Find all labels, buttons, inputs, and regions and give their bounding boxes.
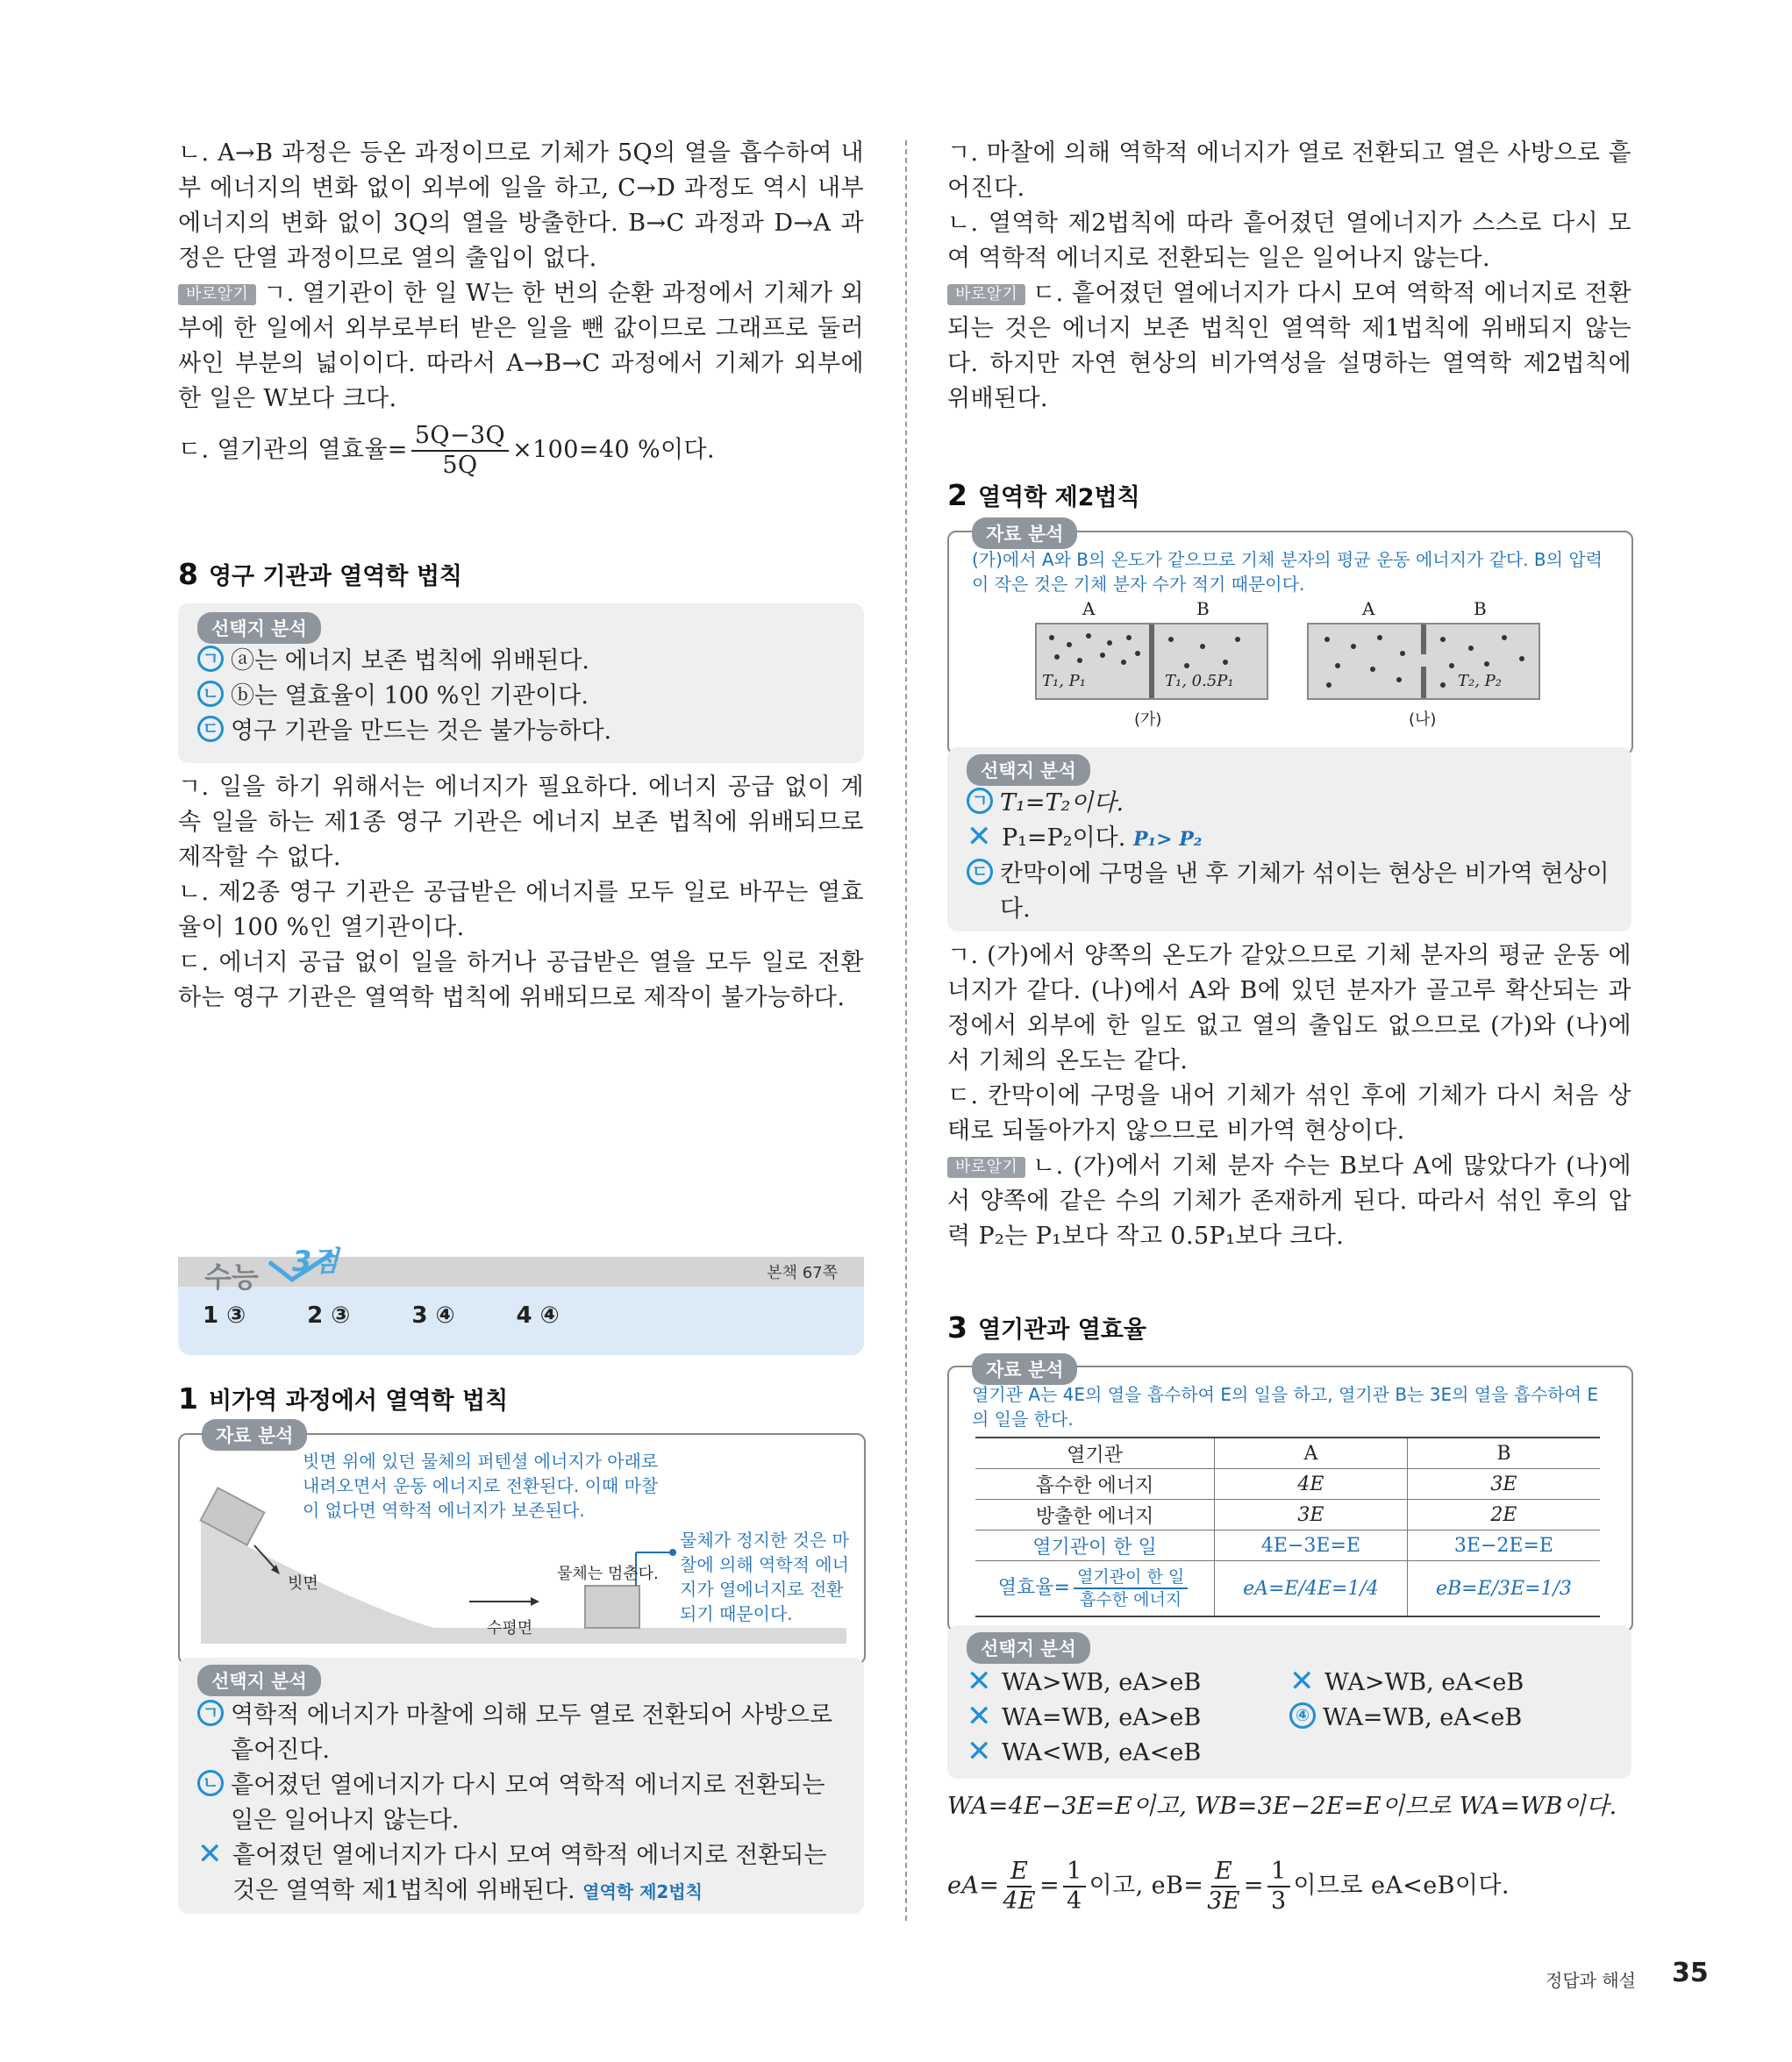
- q2-explanation: [947, 938, 1631, 1254]
- eff-num: 5Q−3Q: [411, 422, 509, 452]
- ga-right-label: T₁, 0.5P₁: [1165, 672, 1234, 690]
- option-text: ⓐ는 에너지 보존 법칙에 위배된다.: [231, 647, 589, 674]
- table-cell: 흡수한 에너지: [975, 1469, 1215, 1500]
- table-cell: 방출한 에너지: [975, 1500, 1215, 1530]
- fig-caption-ga: (가): [1134, 710, 1162, 729]
- eff-prefix: ㄷ. 열기관의 열효율=: [178, 436, 408, 464]
- correction-badge: 바로알기: [178, 284, 256, 305]
- eff-suffix: ×100=40 %이다.: [512, 436, 715, 464]
- q3-option: [967, 1736, 1201, 1771]
- q8-option: [197, 714, 845, 749]
- option-text: WA<WB, eA<eB: [1002, 1739, 1202, 1766]
- x-mark-icon: ✕: [197, 1837, 223, 1872]
- q1-title-text: 비가역 과정에서 열역학 법칙: [208, 1388, 509, 1415]
- x-mark-icon: ✕: [967, 1664, 992, 1699]
- fig-caption-na: (나): [1409, 710, 1437, 729]
- x-mark-icon: ✕: [967, 1734, 992, 1769]
- ga-left-label: T₁, P₁: [1042, 672, 1086, 690]
- q1-number: 1: [178, 1381, 198, 1416]
- table-cell: B: [1407, 1438, 1600, 1469]
- q8-title-text: 영구 기관과 열역학 법칙: [208, 563, 462, 590]
- fig-na-label-a: A: [1362, 598, 1375, 619]
- fig-na-label-b: B: [1474, 598, 1487, 619]
- fig-ga-label-a: A: [1082, 598, 1096, 619]
- option-mark: ㄷ: [967, 859, 993, 885]
- table-cell: 3E: [1407, 1469, 1600, 1500]
- right-paragraph: ㄴ. 열역학 제2법칙에 따라 흩어졌던 열에너지가 스스로 다시 모여 역학적 에너지로 전환되는 일은 일어나지 않는다.: [947, 210, 1631, 272]
- answer-item: 2 ③: [307, 1302, 351, 1329]
- left-column: [178, 136, 864, 1016]
- answer-item: 1 ③: [203, 1302, 246, 1329]
- q3-option-box: [947, 1625, 1631, 1779]
- table-header: [975, 1438, 1600, 1469]
- suneung-label: 수능: [204, 1260, 259, 1294]
- table-cell: 3E−2E=E: [1407, 1530, 1600, 1561]
- q2-correction: [947, 1149, 1631, 1254]
- option-mark: ㄱ: [197, 1700, 224, 1726]
- q1-option: [197, 1768, 846, 1838]
- q2-number: 2: [947, 478, 967, 512]
- table-cell: 열기관: [975, 1438, 1215, 1469]
- q8-option-box: [178, 603, 864, 763]
- intro-paragraph: ㄴ. A→B 과정은 등온 과정이므로 기체가 5Q의 열을 흡수하여 내부 에너지의 변화 없이 외부에 일을 하고, C→D 과정도 역시 내부 에너지의 변화 없이 3Q의 열을 방출한다. B→C 과정과 D→A 과정은 단열 과정이므로 열의 출입이 없다.: [178, 139, 864, 272]
- table-cell: 4E−3E=E: [1215, 1530, 1408, 1561]
- efficiency-line: [178, 422, 864, 480]
- q8-paragraph: ㄱ. 일을 하기 위해서는 에너지가 필요하다. 에너지 공급 없이 계속 일을 하는 제1종 영구 기관은 에너지 보존 법칙에 위배되므로 제작할 수 없다.: [178, 774, 864, 871]
- q1-pill: 선택지 분석: [197, 1665, 321, 1696]
- eff-den: 5Q: [442, 452, 478, 479]
- eff-a-prefix: eA=: [947, 1872, 1000, 1900]
- suneung-check-icon: [266, 1250, 336, 1285]
- q1-option: [197, 1698, 846, 1768]
- answer-item: 3 ④: [411, 1302, 455, 1329]
- correction-text: ㄴ. (가)에서 기체 분자 수는 B보다 A에 많았다가 (나)에서 양쪽에 같은 수의 기체가 존재하게 된다. 따라서 섞인 후의 압력 P₂는 P₁보다 작고 0.5P₁보다 크다.: [947, 1152, 1631, 1250]
- q2-title: [947, 478, 1140, 512]
- table-row: [975, 1530, 1600, 1561]
- q1-option-box: [178, 1658, 864, 1914]
- q2-title-text: 열역학 제2법칙: [977, 484, 1140, 511]
- q3-option: [1289, 1701, 1522, 1736]
- q3-table: [975, 1437, 1600, 1617]
- q2-data-pill: 자료 분석: [972, 517, 1077, 549]
- table-cell: 3E: [1215, 1500, 1408, 1530]
- footer-label: 정답과 해설: [1546, 1970, 1636, 1991]
- q1-note: 물체가 정지한 것은 마찰에 의해 역학적 에너지가 열에너지로 전환되기 때문이다.: [680, 1530, 849, 1624]
- eff-fraction: [1074, 1566, 1188, 1610]
- eff-label: 열효율=: [997, 1577, 1070, 1599]
- q3-option: [967, 1666, 1201, 1701]
- option-mark: ㄷ: [197, 716, 224, 742]
- option-text: WA>WB, eA>eB: [1002, 1669, 1202, 1696]
- option-text: 칸막이에 구멍을 낸 후 기체가 섞이는 현상은 비가역 현상이다.: [1000, 860, 1610, 923]
- q1-title: [178, 1381, 508, 1416]
- q3-pill: 선택지 분석: [967, 1632, 1090, 1664]
- option-mark: ㄱ: [967, 788, 993, 814]
- q3-option: [967, 1701, 1201, 1736]
- q8-title: [178, 557, 864, 591]
- right-correction: [947, 276, 1631, 417]
- q3-number: 3: [947, 1310, 967, 1345]
- q2-caption: (가)에서 A와 B의 온도가 같으므로 기체 분자의 평균 운동 에너지가 같다. B의 압력이 작은 것은 기체 분자 수가 적기 때문이다.: [972, 549, 1603, 595]
- x-mark-icon: ✕: [967, 1699, 992, 1734]
- suneung-banner: [178, 1245, 864, 1355]
- q8-paragraph: ㄴ. 제2종 영구 기관은 공급받은 에너지를 모두 일로 바꾸는 열효율이 100 %인 열기관이다.: [178, 879, 864, 941]
- option-mark: ㄱ: [197, 646, 224, 672]
- correction-badge: 바로알기: [947, 284, 1025, 305]
- q8-pill: 선택지 분석: [197, 612, 321, 644]
- q2-pill: 선택지 분석: [967, 754, 1090, 786]
- table-cell: eB=E/3E=1/3: [1407, 1561, 1600, 1617]
- jar-na: [1307, 623, 1540, 700]
- option-text: T₁=T₂이다.: [1000, 789, 1124, 817]
- option-mark: ㄴ: [197, 1770, 224, 1796]
- q2-option: [967, 821, 1616, 857]
- answer-item: 4 ④: [516, 1302, 560, 1329]
- eff-fraction: [411, 422, 509, 480]
- eff-den: 흡수한 에너지: [1080, 1590, 1182, 1609]
- floor-label: 수평면: [487, 1619, 533, 1637]
- column-divider: [905, 140, 907, 1921]
- table-cell: A: [1215, 1438, 1408, 1469]
- q8-option: [197, 679, 845, 714]
- suneung-score: 3점: [292, 1245, 339, 1278]
- correction-paragraph: [178, 276, 864, 417]
- q1-data-pill: 자료 분석: [202, 1419, 307, 1451]
- eff-b-prefix: 이고, eB=: [1089, 1872, 1204, 1900]
- jar-ga: [1035, 623, 1268, 700]
- table-cell: [975, 1561, 1215, 1617]
- q2-option-box: [947, 747, 1631, 931]
- table-row: [975, 1500, 1600, 1530]
- q2-paragraph: ㄷ. 칸막이에 구멍을 내어 기체가 섞인 후에 기체가 다시 처음 상태로 되돌아가지 않으므로 비가역 현상이다.: [947, 1082, 1631, 1145]
- eff-a-frac2: $\frac{1}{4}$: [1063, 1858, 1086, 1916]
- q3-data-pill: 자료 분석: [972, 1353, 1077, 1385]
- eff-a-frac1: $\frac{E}{4E}$: [1003, 1858, 1037, 1915]
- correction-text: ㄱ. 열기관이 한 일 W는 한 번의 순환 과정에서 기체가 외부에 한 일에서 외부로부터 받은 일을 뺀 값이므로 그래프로 둘러싸인 부분의 넓이이다. 따라서 A→B→C 과정에서 기체가 외부에 한 일은 W보다 크다.: [178, 280, 864, 412]
- option-mark: ㄴ: [197, 681, 224, 707]
- option-mark: ④: [1289, 1702, 1316, 1729]
- suneung-ref: 본책 67쪽: [767, 1264, 838, 1282]
- page-number: 35: [1672, 1958, 1709, 1988]
- correction-text: ㄷ. 흩어졌던 열에너지가 다시 모여 역학적 에너지로 전환되는 것은 에너지 보존 법칙인 열역학 제1법칙에 위배되지 않는다. 하지만 자연 현상의 비가역성을 설명하는 열역학 제2법칙에 위배된다.: [947, 280, 1631, 412]
- option-fix: P₁> P₂: [1132, 828, 1203, 851]
- correction-badge: 바로알기: [947, 1157, 1025, 1178]
- answer-list: [203, 1302, 560, 1329]
- x-mark-icon: ✕: [967, 819, 992, 854]
- q1-caption: 빗면 위에 있던 물체의 퍼텐셜 에너지가 아래로 내려오면서 운동 에너지로 전환된다. 이때 마찰이 없다면 역학적 에너지가 보존된다.: [303, 1451, 659, 1521]
- fig-ga-label-b: B: [1196, 598, 1210, 619]
- option-text: 역학적 에너지가 마찰에 의해 모두 열로 전환되어 사방으로 흩어진다.: [231, 1702, 833, 1764]
- q2-paragraph: ㄱ. (가)에서 양쪽의 온도가 같았으므로 기체 분자의 평균 운동 에너지가 같다. (나)에서 A와 B에 있던 분자가 골고루 확산되는 과정에서 외부에 한 일도 없고 열의 출입도 없으므로 (가)와 (나)에서 기체의 온도는 같다.: [947, 942, 1631, 1074]
- option-text: 흩어졌던 열에너지가 다시 모여 역학적 에너지로 전환되는 것은 열역학 제1법칙에 위배된다.: [232, 1842, 827, 1904]
- eff-num: 열기관이 한 일: [1074, 1566, 1188, 1589]
- q3-option: [1289, 1666, 1524, 1701]
- q3-efficiency-line: eA= $\frac{E}{4E}$ = $\frac{1}{4}$ 이고, eB= $\frac{E}{3E}$ = $\frac{1}{3}$ 이므로 eA<eB이다.: [947, 1858, 1510, 1915]
- eff-b-frac1: $\frac{E}{3E}$: [1207, 1858, 1240, 1915]
- q2-option: [967, 857, 1616, 927]
- option-fix: 열역학 제2법칙: [582, 1881, 703, 1902]
- table-cell: 4E: [1215, 1469, 1408, 1500]
- na-right-label: T₂, P₂: [1458, 672, 1502, 690]
- table-cell: eA=E/4E=1/4: [1215, 1561, 1408, 1617]
- option-text: WA=WB, eA>eB: [1002, 1704, 1202, 1731]
- q1-option: [197, 1838, 846, 1909]
- q3-paragraph: WA=4E−3E=E이고, WB=3E−2E=E이므로 WA=WB이다.: [947, 1793, 1617, 1820]
- q8-number: 8: [178, 557, 198, 591]
- option-text: 영구 기관을 만드는 것은 불가능하다.: [231, 717, 612, 745]
- stop-label: 물체는 멈춘다.: [557, 1565, 659, 1583]
- eff-conclusion: 이므로 eA<eB이다.: [1293, 1872, 1510, 1900]
- eff-b-frac2: $\frac{1}{3}$: [1267, 1858, 1290, 1916]
- q8-paragraph: ㄷ. 에너지 공급 없이 일을 하거나 공급받은 열을 모두 일로 전환하는 영구 기관은 열역학 법칙에 위배되므로 제작이 불가능하다.: [178, 949, 864, 1011]
- table-cell: 2E: [1407, 1500, 1600, 1530]
- option-text: WA=WB, eA<eB: [1323, 1704, 1523, 1731]
- option-text: ⓑ는 열효율이 100 %인 기관이다.: [231, 682, 589, 710]
- q3-caption: 열기관 A는 4E의 열을 흡수하여 E의 일을 하고, 열기관 B는 3E의 열을 흡수하여 E의 일을 한다.: [972, 1384, 1599, 1430]
- option-text: 흩어졌던 열에너지가 다시 모여 역학적 에너지로 전환되는 일은 일어나지 않는다.: [231, 1772, 825, 1834]
- right-paragraph: ㄱ. 마찰에 의해 역학적 에너지가 열로 전환되고 열은 사방으로 흩어진다.: [947, 139, 1631, 202]
- option-text: P₁=P₂이다.: [1002, 824, 1126, 852]
- right-column: [947, 136, 1631, 417]
- x-mark-icon: ✕: [1289, 1664, 1315, 1699]
- table-cell: 열기관이 한 일: [975, 1530, 1215, 1561]
- q8-option: [197, 644, 845, 679]
- slope-label: 빗면: [288, 1574, 318, 1593]
- q3-title-text: 열기관과 열효율: [977, 1316, 1146, 1344]
- q3-title: [947, 1310, 1146, 1345]
- option-text: WA>WB, eA<eB: [1324, 1669, 1524, 1696]
- q2-option: [967, 786, 1616, 821]
- table-row: [975, 1561, 1600, 1617]
- table-row: [975, 1469, 1600, 1500]
